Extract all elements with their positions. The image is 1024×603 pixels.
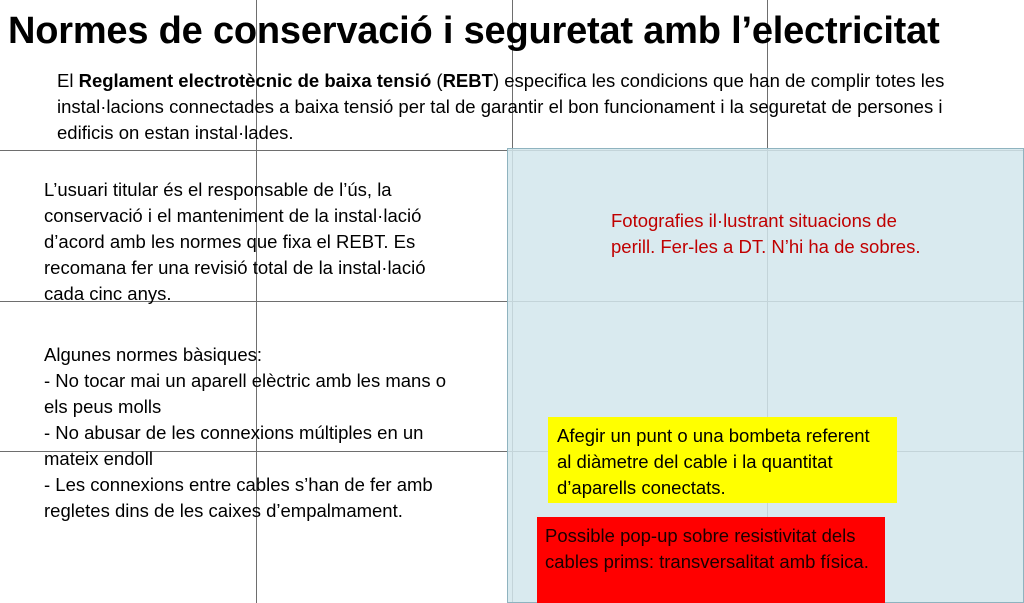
intro-abbr: REBT	[442, 70, 493, 91]
responsibility-paragraph: L’usuari titular és el responsable de l’ús, la conservació i el manteniment de la instal·lació d’acord amb les normes que fixa el REBT. Es recomana fer una revisió total de la instal·lació cada cinc anys.	[44, 179, 426, 304]
basic-rules-list	[44, 342, 464, 524]
intro-rest: ) especifica les condicions que han de complir totes les instal·lacions connectades a baixa tensió per tal de garantir el bon funcionament i la seguretat de persones i edificis on estan instal·lades.	[57, 70, 945, 143]
intro-paragraph	[57, 68, 957, 146]
basic-rule-item: - No tocar mai un aparell elèctric amb les mans o els peus molls	[44, 370, 447, 417]
page-title: Normes de conservació i seguretat amb l’electricitat	[8, 10, 940, 52]
intro-prefix: El	[57, 70, 79, 91]
basic-rule-item: - No abusar de les connexions múltiples en un mateix endoll	[44, 422, 424, 469]
panel-note: Fotografies il·lustrant situacions de perill. Fer-les a DT. N’hi ha de sobres.	[611, 210, 921, 257]
intro-bold-term: Reglament electrotècnic de baixa tensió	[78, 70, 432, 91]
basic-rules-heading: Algunes normes bàsiques:	[44, 344, 263, 365]
yellow-sticky-note: Afegir un punt o una bombeta referent al diàmetre del cable i la quantitat d’aparells conectats.	[548, 417, 897, 503]
red-sticky-note: Possible pop-up sobre resistivitat dels cables prims: transversalitat amb física.	[537, 517, 885, 603]
basic-rule-item: - Les connexions entre cables s’han de fer amb regletes dins de les caixes d’empalmament.	[44, 474, 433, 521]
intro-paren-open: (	[431, 70, 443, 91]
